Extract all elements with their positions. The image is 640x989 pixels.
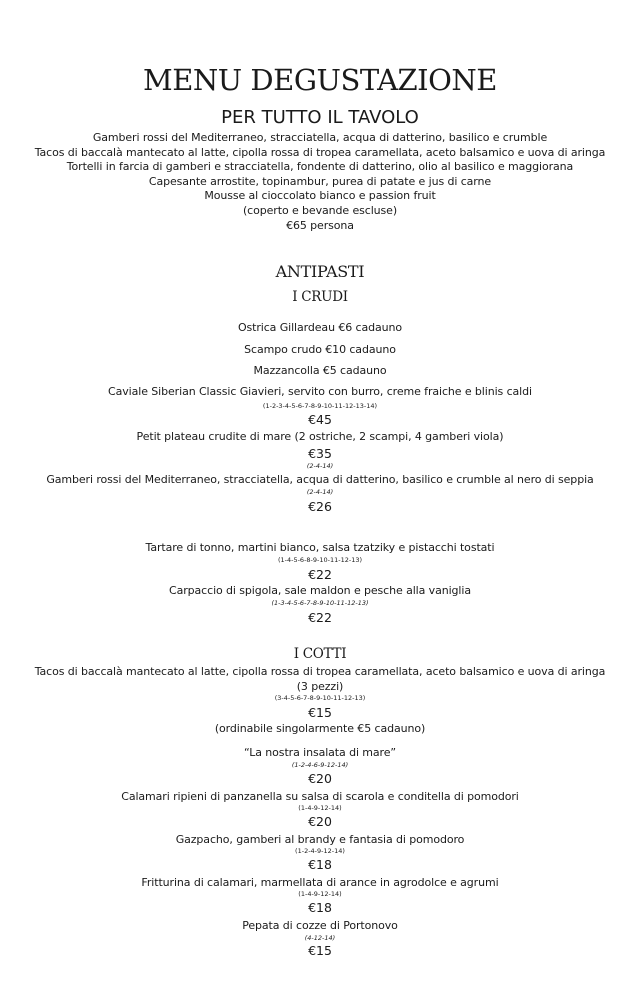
section-title-antipasti: ANTIPASTI [275, 262, 365, 281]
dish-price: €20 [308, 814, 332, 829]
tasting-price: €65 persona [286, 218, 354, 232]
dish-price: €26 [308, 499, 332, 514]
dish-allergens: (2-4-14) [306, 488, 334, 496]
tasting-course: Mousse al cioccolato bianco e passion fruit [204, 189, 436, 203]
dish-name: “La nostra insalata di mare” [243, 746, 397, 759]
dish-price: €20 [308, 771, 332, 786]
dish-allergens: (2-4-14) [306, 462, 334, 470]
dish-name: Pepata di cozze di Portonovo [242, 919, 398, 932]
tasting-course: Gamberi rossi del Mediterraneo, stracciatella, acqua di datterino, basilico e crumble [92, 131, 548, 144]
tasting-course: Capesante arrostite, topinambur, purea di patate e jus di carne [148, 174, 492, 188]
dish-price: €15 [308, 943, 332, 958]
dish-allergens: (1-4-9-12-14) [298, 890, 342, 898]
dish-allergens: (1-4-9-12-14) [298, 804, 342, 812]
dish-name: Gamberi rossi del Mediterraneo, stracciatella, acqua di datterino, basilico e crumble al nero di seppia [46, 473, 594, 486]
menu-subtitle: PER TUTTO IL TAVOLO [221, 107, 419, 128]
dish-note: (ordinabile singolarmente €5 cadauno) [214, 722, 426, 735]
dish-name: Fritturina di calamari, marmellata di arance in agrodolce e agrumi [141, 876, 499, 889]
dish-name: Scampo crudo €10 cadauno [244, 343, 396, 356]
dish-allergens: (1-4-5-6-8-9-10-11-12-13) [277, 556, 363, 564]
dish-name: Tacos di baccalà mantecato al latte, cipolla rossa di tropea caramellata, aceto balsamico e uova di aringa [34, 665, 606, 678]
dish-name: Tartare di tonno, martini bianco, salsa tzatziky e pistacchi tostati [145, 541, 495, 554]
dish-price: €22 [308, 567, 332, 582]
dish-allergens: (1-3-4-5-6-7-8-9-10-11-12-13) [271, 599, 369, 607]
dish-price: €18 [308, 857, 332, 872]
dish-name: Mazzancolla €5 cadauno [253, 364, 387, 377]
tasting-course: Tacos di baccalà mantecato al latte, cipolla rossa di tropea caramellata, aceto balsamico e uova di aringa [34, 145, 606, 159]
dish-name: Carpaccio di spigola, sale maldon e pesche alla vaniglia [169, 584, 471, 597]
subsection-title-crudi: I CRUDI [292, 289, 348, 305]
dish-name: Gazpacho, gamberi al brandy e fantasia di pomodoro [175, 833, 465, 846]
dish-name: Petit plateau crudite di mare (2 ostriche, 2 scampi, 4 gamberi viola) [136, 430, 504, 443]
dish-allergens: (1-2-4-6-9-12-14) [291, 761, 349, 769]
tasting-note: (coperto e bevande escluse) [242, 203, 398, 217]
dish-price: €45 [308, 412, 332, 427]
dish-price: €35 [308, 446, 332, 461]
dish-price: €18 [308, 900, 332, 915]
dish-allergens: (4-12-14) [304, 934, 336, 942]
dish-price: €22 [308, 610, 332, 625]
dish-name: Caviale Siberian Classic Giavieri, servito con burro, creme fraiche e blinis caldi [108, 385, 532, 398]
dish-allergens: (3-4-5-6-7-8-9-10-11-12-13) [274, 694, 366, 702]
dish-allergens: (1-2-4-9-12-14) [295, 847, 345, 855]
dish-name-continued: (3 pezzi) [296, 680, 344, 693]
dish-price: €15 [308, 705, 332, 720]
dish-name: Ostrica Gillardeau €6 cadauno [237, 321, 403, 334]
menu-title: MENU DEGUSTAZIONE [143, 63, 497, 97]
tasting-menu [0, 131, 640, 233]
dish-name: Calamari ripieni di panzanella su salsa di scarola e conditella di pomodori [121, 790, 519, 803]
tasting-course: Tortelli in farcia di gamberi e stracciatella, fondente di datterino, olio al basilico e maggiorana [66, 160, 574, 174]
subsection-title-cotti: I COTTI [293, 646, 347, 662]
dish-allergens: (1-2-3-4-5-6-7-8-9-10-11-12-13-14) [262, 402, 378, 410]
